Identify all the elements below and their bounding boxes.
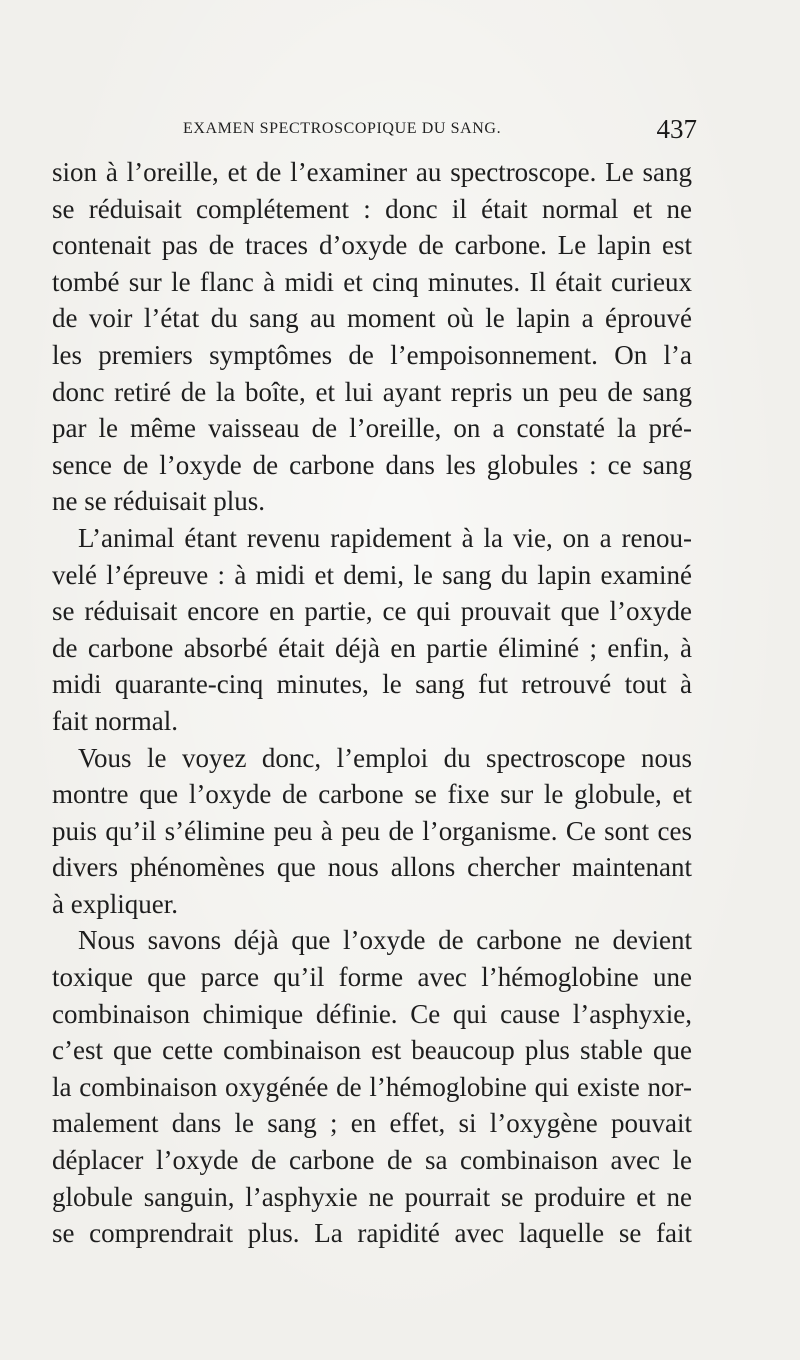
text-line: Vous le voyez donc, l’emploi du spectroscope nous bbox=[78, 742, 692, 773]
text-line: velé l’épreuve : à midi et demi, le sang du lapin examiné bbox=[52, 559, 692, 590]
text-line: sence de l’oxyde de carbone dans les globules : ce sang bbox=[52, 449, 692, 480]
text-line: de voir l’état du sang au moment où le lapin a éprouvé bbox=[52, 303, 692, 334]
text-line: puis qu’il s’élimine peu à peu de l’organisme. Ce sont ces bbox=[52, 815, 692, 846]
text-line: c’est que cette combinaison est beaucoup plus stable que bbox=[52, 1035, 692, 1066]
paragraph bbox=[52, 922, 692, 1251]
text-line: divers phénomènes que nous allons chercher maintenant bbox=[52, 852, 692, 883]
text-line: Nous savons déjà que l’oxyde de carbone ne devient bbox=[78, 925, 692, 956]
running-head: EXAMEN SPECTROSCOPIQUE DU SANG. bbox=[183, 120, 502, 137]
text-line: par le même vaisseau de l’oreille, on a constaté la pré- bbox=[52, 413, 692, 444]
text-line: toxique que parce qu’il forme avec l’hémoglobine une bbox=[52, 962, 692, 993]
text-line: fait normal. bbox=[52, 705, 178, 736]
text-line: se réduisait complétement : donc il était normal et ne bbox=[52, 193, 692, 224]
text-line: à expliquer. bbox=[52, 888, 178, 919]
text-line: sion à l’oreille, et de l’examiner au spectroscope. Le sang bbox=[52, 157, 692, 187]
text-line: malement dans le sang ; en effet, si l’oxygène pouvait bbox=[52, 1108, 692, 1139]
text-line: les premiers symptômes de l’empoisonnement. On l’a bbox=[52, 339, 692, 370]
paragraph bbox=[52, 740, 692, 923]
text-line: donc retiré de la boîte, et lui ayant repris un peu de sang bbox=[52, 376, 692, 407]
text-line: globule sanguin, l’asphyxie ne pourrait se produire et ne bbox=[52, 1181, 692, 1212]
text-line: de carbone absorbé était déjà en partie éliminé ; enfin, à bbox=[52, 632, 692, 663]
text-line: contenait pas de traces d’oxyde de carbone. Le lapin est bbox=[52, 230, 692, 261]
text-line: montre que l’oxyde de carbone se fixe sur le globule, et bbox=[52, 779, 692, 810]
body-text bbox=[52, 154, 692, 1252]
text-line: combinaison chimique définie. Ce qui cause l’asphyxie, bbox=[52, 998, 692, 1029]
paragraph bbox=[52, 154, 692, 520]
text-line: se réduisait encore en partie, ce qui prouvait que l’oxyde bbox=[52, 596, 692, 627]
text-line: la combinaison oxygénée de l’hémoglobine qui existe nor- bbox=[52, 1071, 692, 1102]
text-line: déplacer l’oxyde de carbone de sa combinaison avec le bbox=[52, 1145, 692, 1176]
page-number: 437 bbox=[656, 114, 697, 144]
page-header bbox=[183, 114, 703, 150]
text-line: midi quarante-cinq minutes, le sang fut retrouvé tout à bbox=[52, 669, 692, 700]
paragraph bbox=[52, 520, 692, 740]
text-line: se comprendrait plus. La rapidité avec laquelle se fait bbox=[52, 1218, 692, 1249]
text-line: tombé sur le flanc à midi et cinq minutes. Il était curieux bbox=[52, 266, 692, 297]
text-line: L’animal étant revenu rapidement à la vie, on a renou- bbox=[78, 522, 692, 553]
text-line: ne se réduisait plus. bbox=[52, 486, 265, 517]
